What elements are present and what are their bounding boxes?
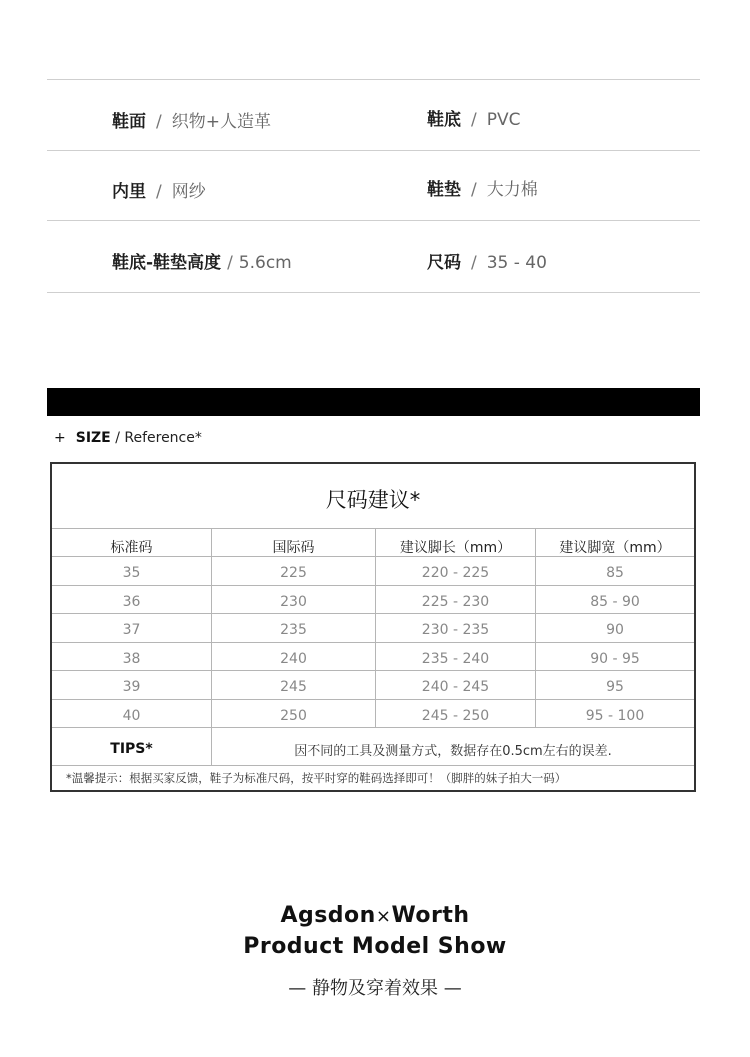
spec-separator: / <box>471 180 477 200</box>
spec-lining <box>112 177 206 202</box>
spec-key: 鞋面 <box>112 112 146 132</box>
brand-cross-icon: × <box>375 906 392 927</box>
spec-value: 大力棉 <box>486 180 538 200</box>
spec-value: 5.6cm <box>238 253 292 273</box>
spec-key: 鞋底-鞋垫高度 <box>112 253 222 273</box>
size-label-reference: / Reference* <box>110 430 202 446</box>
spec-key: 鞋底 <box>427 110 461 130</box>
spec-sole <box>427 105 521 130</box>
table-cell: 37 <box>122 622 141 638</box>
spec-key: 尺码 <box>427 253 461 273</box>
table-cell: 38 <box>122 651 141 667</box>
brand-name-left: Agsdon <box>280 903 376 928</box>
table-cell: 40 <box>122 708 141 724</box>
table-cell: 235 - 240 <box>421 651 490 667</box>
tips-text: 因不同的工具及测量方式，数据存在0.5cm左右的误差. <box>294 744 612 759</box>
table-cell: 95 <box>606 679 624 695</box>
spec-height <box>112 248 292 273</box>
tips-label: TIPS* <box>110 741 153 757</box>
size-table-title: 尺码建议* <box>325 488 421 512</box>
table-line <box>52 613 694 614</box>
table-cell: 240 <box>280 651 307 667</box>
spec-separator: / <box>156 182 162 202</box>
spec-divider-bottom <box>47 292 700 293</box>
plus-icon: + <box>54 430 66 446</box>
spec-value: 35 - 40 <box>486 253 547 273</box>
table-cell: 230 <box>280 594 307 610</box>
table-cell: 230 - 235 <box>421 622 490 638</box>
table-cell: 39 <box>122 679 141 695</box>
table-cell: 245 - 250 <box>421 708 490 724</box>
table-cell: 220 - 225 <box>421 565 490 581</box>
table-line <box>52 528 694 529</box>
table-header: 建议脚宽（mm） <box>559 540 671 556</box>
brand-name-right: Worth <box>391 903 470 928</box>
brand-subtitle: Product Model Show <box>243 934 507 959</box>
spec-size-range <box>427 248 547 273</box>
size-note: *温馨提示：根据买家反馈，鞋子为标准尺码，按平时穿的鞋码选择即可！（脚胖的妹子拍大一码） <box>66 771 567 785</box>
brand-name <box>0 903 750 928</box>
table-cell: 225 - 230 <box>421 594 490 610</box>
spec-separator: / <box>471 253 477 273</box>
table-cell: 240 - 245 <box>421 679 490 695</box>
spec-divider-top <box>47 79 700 80</box>
spec-upper <box>112 107 271 132</box>
table-line <box>52 727 694 728</box>
table-cell: 250 <box>280 708 307 724</box>
table-cell: 95 - 100 <box>585 708 645 724</box>
table-line <box>52 699 694 700</box>
spec-separator: / <box>156 112 162 132</box>
spec-separator: / <box>471 110 477 130</box>
table-line <box>52 642 694 643</box>
table-cell: 90 - 95 <box>590 651 640 667</box>
section-black-bar <box>47 388 700 416</box>
table-line <box>52 585 694 586</box>
table-cell: 225 <box>280 565 307 581</box>
size-table <box>50 462 696 792</box>
table-cell: 85 - 90 <box>590 594 640 610</box>
table-cell: 245 <box>280 679 307 695</box>
size-reference-label <box>54 430 202 446</box>
table-cell: 90 <box>606 622 624 638</box>
table-header: 国际码 <box>272 540 315 556</box>
spec-key: 鞋垫 <box>427 180 461 200</box>
spec-divider-1 <box>47 150 700 151</box>
table-cell: 36 <box>122 594 141 610</box>
table-cell: 85 <box>606 565 624 581</box>
table-header: 建议脚长（mm） <box>399 540 512 556</box>
table-line <box>52 765 694 766</box>
spec-value: 网纱 <box>171 182 206 202</box>
table-line <box>52 670 694 671</box>
brand-caption: — 静物及穿着效果 — <box>288 978 462 999</box>
table-header: 标准码 <box>110 540 153 556</box>
spec-key: 内里 <box>112 182 146 202</box>
spec-separator: / <box>227 253 233 273</box>
table-column-line <box>211 528 212 765</box>
table-cell: 235 <box>280 622 307 638</box>
size-label-title: SIZE <box>75 430 111 446</box>
spec-insole <box>427 175 538 200</box>
table-cell: 35 <box>122 565 141 581</box>
spec-value: 织物+人造革 <box>171 112 271 132</box>
spec-divider-2 <box>47 220 700 221</box>
spec-value: PVC <box>486 110 521 130</box>
